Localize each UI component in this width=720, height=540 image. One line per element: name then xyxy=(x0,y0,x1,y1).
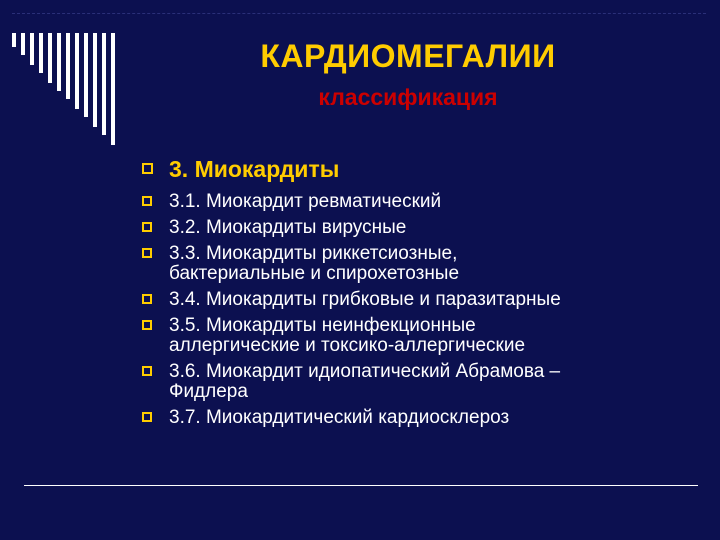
classification-list xyxy=(142,156,702,434)
slide-title: КАРДИОМЕГАЛИИ xyxy=(260,38,556,74)
hollow-square-icon xyxy=(142,196,152,206)
list-heading xyxy=(142,156,702,182)
decoration-bar xyxy=(111,33,115,145)
top-dashed-rule xyxy=(12,13,706,14)
decoration-bar xyxy=(30,33,34,65)
list-item xyxy=(142,362,702,402)
list-item-text-continued: бактериальные и спирохетозные xyxy=(169,263,460,284)
hollow-square-icon xyxy=(142,320,152,330)
list-item xyxy=(142,290,702,310)
list-heading-text: 3. Миокардиты xyxy=(169,156,340,182)
decoration-bar xyxy=(12,33,16,47)
list-item-text: 3.4. Миокардиты грибковые и паразитарные xyxy=(169,289,561,310)
hollow-square-icon xyxy=(142,163,153,174)
decoration-bar xyxy=(75,33,79,109)
list-item xyxy=(142,408,702,428)
hollow-square-icon xyxy=(142,366,152,376)
list-item-text: 3.7. Миокардитический кардиосклероз xyxy=(169,407,510,428)
list-item-text-continued: аллергические и токсико-аллергические xyxy=(169,335,526,356)
hollow-square-icon xyxy=(142,412,152,422)
decoration-bar xyxy=(21,33,25,55)
list-item-text-continued: Фидлера xyxy=(169,381,248,402)
bottom-rule xyxy=(24,485,698,486)
list-item xyxy=(142,316,702,356)
list-item xyxy=(142,244,702,284)
decoration-bar xyxy=(39,33,43,73)
decoration-bar xyxy=(66,33,70,99)
decoration-bar xyxy=(48,33,52,83)
list-item-text: 3.2. Миокардиты вирусные xyxy=(169,217,407,238)
list-item xyxy=(142,218,702,238)
decoration-bar xyxy=(93,33,97,127)
list-item xyxy=(142,192,702,212)
decoration-bar xyxy=(102,33,106,135)
decoration-bar xyxy=(84,33,88,117)
hollow-square-icon xyxy=(142,222,152,232)
list-item-text: 3.3. Миокардиты риккетсиозные, xyxy=(169,243,458,264)
hollow-square-icon xyxy=(142,294,152,304)
list-item-text: 3.5. Миокардиты неинфекционные xyxy=(169,315,476,336)
vertical-bars-decoration xyxy=(12,33,122,145)
slide-subtitle: классификация xyxy=(318,84,498,110)
list-item-text: 3.1. Миокардит ревматический xyxy=(169,191,442,212)
decoration-bar xyxy=(57,33,61,91)
list-item-text: 3.6. Миокардит идиопатический Абрамова – xyxy=(169,361,561,382)
hollow-square-icon xyxy=(142,248,152,258)
